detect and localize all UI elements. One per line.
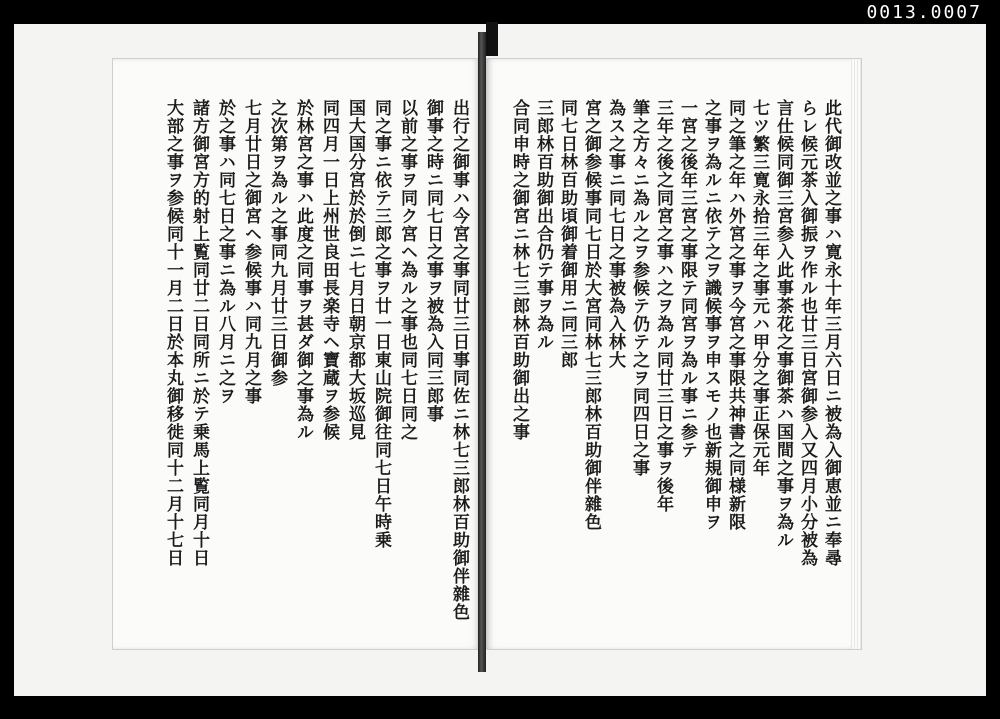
text-column: 宮之御参候事同七日於大宮同林七三郎林百助御伴雜色 bbox=[581, 99, 601, 531]
text-column: 於林宮之事ハ此度之同事ヲ甚ダ御之事為ル bbox=[293, 99, 313, 441]
text-column: 為ス之事ニ同七日之事被為入林大 bbox=[605, 99, 625, 369]
text-column: 七ツ繁三寛永拾三年之事元ハ甲分之事正保元年 bbox=[749, 99, 769, 477]
right-page bbox=[484, 58, 862, 650]
book-gutter bbox=[478, 32, 486, 672]
text-column: 三年之後之同宮之事ハ之ヲ為ル同廿三日之事ヲ後年 bbox=[653, 99, 673, 513]
text-column: 合同申時之御宮ニ林七三郎林百助御出之事 bbox=[509, 99, 529, 441]
text-column: らレ候元茶入御振ヲ作ル也廿三日宮御参入又四月小分被為 bbox=[797, 99, 817, 567]
text-column: 於之事ハ同七日之事ニ為ル八月ニ之ヲ bbox=[215, 99, 235, 405]
text-column: 諸方御宮方的射上覧同廿二日同所ニ於テ乗馬上覧同月十日 bbox=[189, 99, 209, 567]
text-column: 大部之事ヲ参候同十一月二日於本丸御移徙同十二月十七日 bbox=[163, 99, 183, 567]
text-column: 筆之方々ニ為ル之ヲ参候テ仍テ之ヲ同四日之事 bbox=[629, 99, 649, 477]
text-column: 七月廿日之御宮ヘ参候事ハ同九月之事 bbox=[241, 99, 261, 405]
text-column: 一宮之後年三宮之事限テ同宮ヲ為ル事ニ参テ bbox=[677, 99, 697, 459]
text-column: 以前之事ヲ同ク宮ヘ為ル之事也同七日同之 bbox=[397, 99, 417, 441]
frame-number: 0013.0007 bbox=[866, 2, 982, 23]
text-column: 三郎林百助御出合仍テ事ヲ為ル bbox=[533, 99, 553, 351]
binding-clip bbox=[486, 22, 498, 56]
text-column: 国大国分宮於於倒ニ七月日朝京都大坂巡見 bbox=[345, 99, 365, 441]
left-page bbox=[112, 58, 482, 650]
text-column: 出行之御事ハ今宮之事同廿三日事同佐ニ林七三郎林百助御伴雜色 bbox=[449, 99, 469, 621]
text-column: 同四月一日上州世良田長楽寺ヘ寶蔵ヲ参候 bbox=[319, 99, 339, 441]
text-column: 言仕候同御三宮参入此事茶花之事御茶ハ国間之事ヲ為ル bbox=[773, 99, 793, 549]
text-column: 之事ヲ為ルニ依テ之ヲ識候事ヲ申スモノ也新規御申ヲ bbox=[701, 99, 721, 531]
text-column: 之次第ヲ為ル之事同九月廿三日御参 bbox=[267, 99, 287, 387]
text-column: 御事之時ニ同七日之事ヲ被為入同三郎事 bbox=[423, 99, 443, 423]
text-column: 同之事ニ依テ三郎之事ヲ廿一日東山院御往同七日午時乗 bbox=[371, 99, 391, 549]
text-column: 同之筆之年ハ外宮之事ヲ今宮之事限共神書之同様新限 bbox=[725, 99, 745, 531]
text-column: 同七日林百助頃御着御用ニ同三郎 bbox=[557, 99, 577, 369]
text-column: 此代御改並之事ハ寛永十年三月六日ニ被為入御恵並ニ奉尋 bbox=[821, 99, 841, 567]
